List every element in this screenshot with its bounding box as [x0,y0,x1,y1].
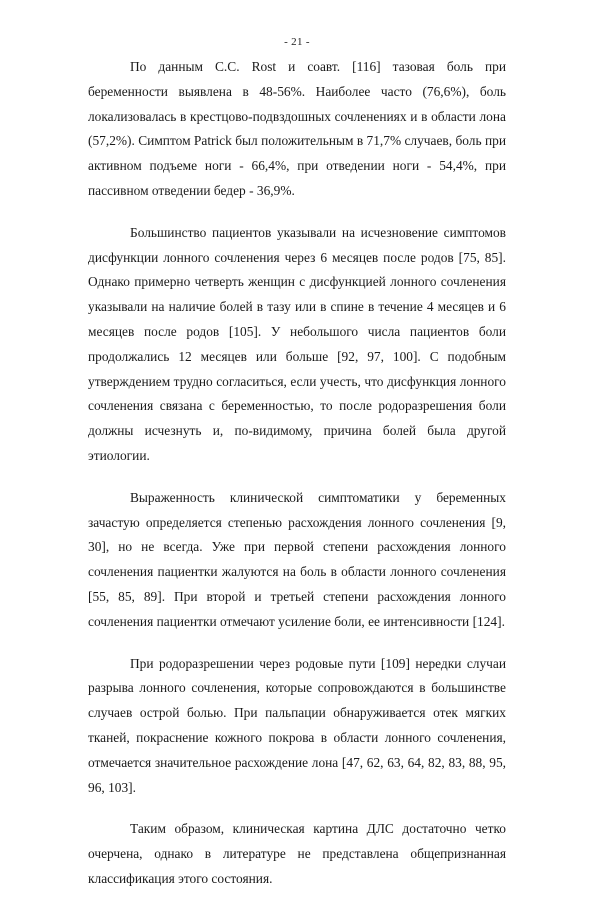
paragraph: Большинство пациентов указывали на исчезновение симптомов дисфункции лонного сочленения через 6 месяцев после родов [75, 85]. Однако примерно четверть женщин с дисфункцией лонного сочленения указывали на наличие болей в тазу или в спине в течение 4 месяцев и 6 месяцев после родов [105]. У небольшого числа пациентов боли продолжались 12 месяцев или больше [92, 97, 100]. С подобным утверждением трудно согласиться, если учесть, что дисфункция лонного сочленения связана с беременностью, то после родоразрешения боли должны исчезнуть и, по-видимому, причина болей была другой этиологии. [88,224,506,463]
paragraph: Таким образом, клиническая картина ДЛС достаточно четко очерчена, однако в литературе не представлена общепризнанная классификация этого состояния. [88,821,506,886]
paragraph: Выраженность клинической симптоматики у беременных зачастую определяется степенью расхождения лонного сочленения [9, 30], но не всегда. Уже при первой степени расхождения лонного сочленения пациентки жалуются на боль в области лонного сочленения [55, 85, 89]. При второй и третьей степени расхождения лонного сочленения пациентки отмечают усиление боли, ее интенсивности [124]. [88,489,506,629]
paragraph: По данным C.C. Rost и соавт. [116] тазовая боль при беременности выявлена в 48-56%. Наиболее часто (76,6%), боль локализовалась в крестцово-подвздошных сочленениях и в области лона (57,2%). Симптом Patrick был положительным в 71,7% случаев, боль при активном подъеме ноги - 66,4%, при отведении ноги - 54,4%, при пассивном отведении бедер - 36,9%. [88,59,506,198]
page-number: - 21 - [284,36,310,48]
paragraph: При родоразрешении через родовые пути [109] нередки случаи разрыва лонного сочленения, которые сопровождаются в большинстве случаев острой болью. При пальпации обнаруживается отек мягких тканей, покраснение кожного покрова в области лонного сочленения, отмечается значительное расхождение лона [47, 62, 63, 64, 82, 83, 88, 95, 96, 103]. [88,655,506,795]
body-text [88,55,506,909]
